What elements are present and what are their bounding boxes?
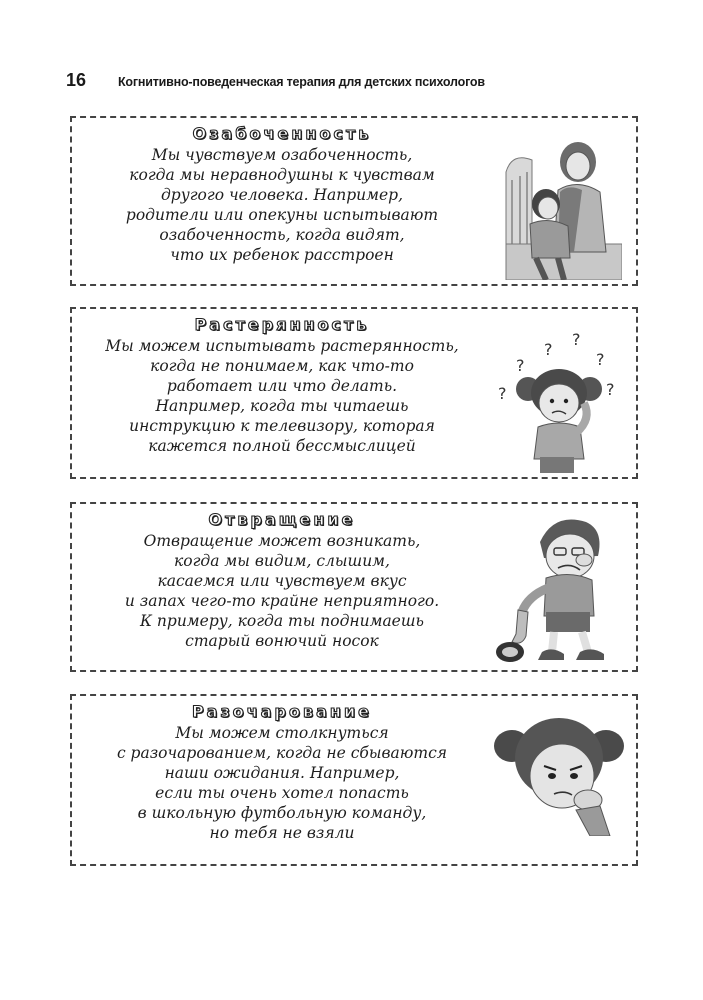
emotion-card-confusion (70, 307, 638, 479)
card-title: Отвращение (208, 510, 356, 529)
card-text (82, 315, 482, 456)
card-line: Мы можем столкнуться (175, 724, 389, 742)
disappointed-girl-illustration (492, 706, 626, 836)
card-title: Разочарование (191, 702, 373, 721)
card-line: когда мы неравнодушны к чувствам (129, 166, 435, 184)
card-line: Отвращение может возникать, (143, 532, 421, 550)
card-line: когда мы видим, слышим, (174, 552, 390, 570)
question-mark-icon: ? (572, 330, 581, 349)
card-line: другого человека. Например, (160, 186, 404, 204)
page-header (66, 70, 646, 92)
card-line: К примеру, когда ты поднимаешь (140, 612, 424, 630)
card-text (82, 124, 482, 265)
emotion-card-disgust (70, 502, 638, 672)
card-line: Мы можем испытывать растерянность, (105, 337, 459, 355)
card-line: что их ребенок расстроен (170, 246, 394, 264)
card-line: родители или опекуны испытывают (125, 206, 439, 224)
emotion-card-disappointment (70, 694, 638, 866)
card-line: если ты очень хотел попасть (155, 784, 409, 802)
confused-girl-with-question-marks-illustration (494, 323, 626, 473)
running-title: Когнитивно-поведенческая терапия для детских психологов (118, 75, 485, 89)
card-line: с разочарованием, когда не сбываются (116, 744, 448, 762)
card-line: когда не понимаем, как что-то (150, 357, 414, 375)
card-line: Например, когда ты читаешь (155, 397, 409, 415)
page-number: 16 (66, 70, 87, 90)
question-mark-icon: ? (516, 356, 525, 375)
emotion-card-concern (70, 116, 638, 286)
parent-comforting-child-illustration (502, 132, 622, 280)
question-mark-icon: ? (606, 380, 615, 399)
question-mark-icon: ? (498, 384, 507, 403)
card-line: в школьную футбольную команду, (137, 804, 427, 822)
card-text (82, 702, 482, 843)
card-line: и запах чего-то крайне неприятного. (124, 592, 440, 610)
card-line: инструкцию к телевизору, которая (129, 417, 435, 435)
boy-holding-smelly-sock-illustration (494, 512, 624, 664)
card-title: Растерянность (194, 315, 370, 334)
card-text (82, 510, 482, 651)
card-line: касаемся или чувствуем вкус (157, 572, 407, 590)
card-line: но тебя не взяли (209, 824, 355, 842)
card-title: Озабоченность (192, 124, 372, 143)
card-line: Мы чувствуем озабоченность, (151, 146, 413, 164)
card-line: старый вонючий носок (185, 632, 379, 650)
card-line: работает или что делать. (166, 377, 398, 395)
card-line: кажется полной бессмыслицей (148, 437, 416, 455)
card-line: озабоченность, когда видят, (159, 226, 405, 244)
question-mark-icon: ? (596, 350, 605, 369)
card-line: наши ожидания. Например, (164, 764, 400, 782)
question-mark-icon: ? (544, 340, 553, 359)
